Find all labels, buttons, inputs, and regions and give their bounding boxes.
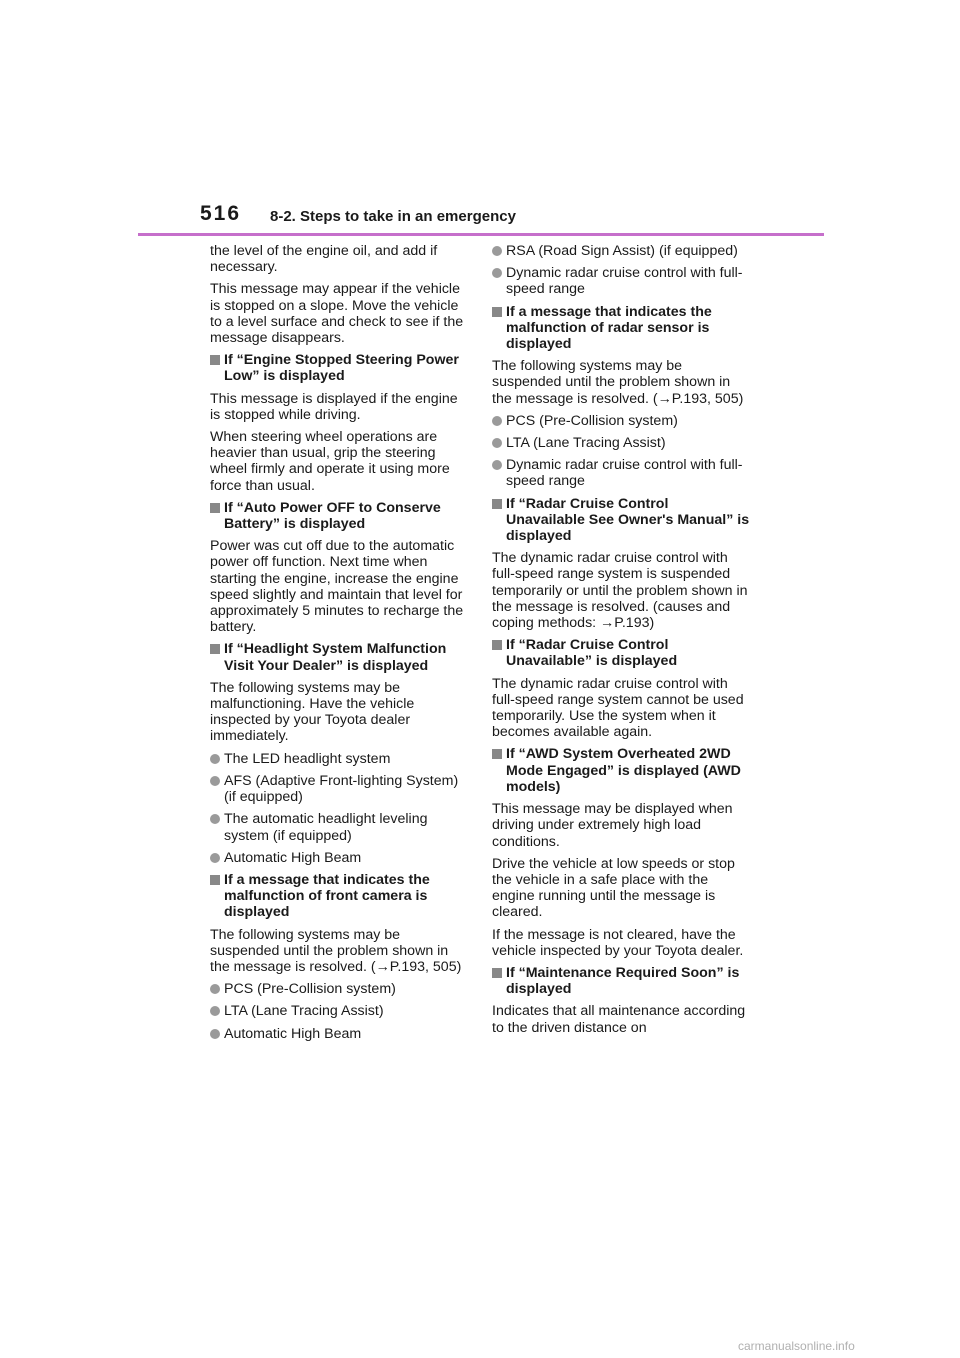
subheading-text: If “Engine Stopped Steering Power Low” is displayed (224, 352, 459, 385)
square-bullet-icon (210, 644, 220, 654)
bullet-item (492, 265, 750, 297)
bullet-item (492, 413, 750, 429)
paragraph (492, 1003, 750, 1035)
subheading-text: If “Auto Power OFF to Conserve Battery” is displayed (224, 499, 441, 533)
paragraph (492, 927, 750, 959)
square-bullet-icon (210, 503, 220, 513)
bullet-text: LTA (Lane Tracing Assist) (506, 435, 666, 452)
bullet-item (210, 1003, 468, 1019)
paragraph-text: This message is displayed if the engine is stopped while driving. (210, 390, 458, 423)
bullet-item (210, 811, 468, 843)
bullet-text: PCS (Pre-Collision system) (224, 981, 396, 998)
bullet-text: Dynamic radar cruise control with full-speed range (506, 265, 743, 298)
bullet-text: Dynamic radar cruise control with full-speed range (506, 457, 743, 490)
header-rule (138, 233, 824, 236)
paragraph-text: the level of the engine oil, and add if necessary. (210, 243, 438, 276)
subheading (210, 641, 468, 673)
paragraph-text: Power was cut off due to the automatic power off function. Next time when starting the engine, increase the engine speed slightly and maintain that level for approximately 5 minutes to recharge the battery. (210, 538, 464, 636)
bullet-text: PCS (Pre-Collision system) (506, 412, 678, 429)
subheading-text: If “Radar Cruise Control Unavailable See Owner's Manual” is displayed (506, 495, 750, 545)
bullet-text: Automatic High Beam (224, 849, 362, 866)
circle-bullet-icon (210, 1029, 220, 1039)
square-bullet-icon (492, 968, 502, 978)
circle-bullet-icon (210, 776, 220, 786)
left-column (210, 243, 468, 1048)
paragraph (210, 391, 468, 423)
bullet-text: The automatic headlight leveling system (if equipped) (224, 811, 428, 844)
bullet-item (210, 981, 468, 997)
subheading (210, 500, 468, 532)
paragraph (492, 676, 750, 741)
paragraph-text: If the message is not cleared, have the vehicle inspected by your Toyota dealer. (492, 926, 744, 959)
paragraph (492, 856, 750, 921)
circle-bullet-icon (210, 754, 220, 764)
watermark: carmanualsonline.info (738, 1339, 855, 1353)
bullet-text: AFS (Adaptive Front-lighting System) (if equipped) (224, 772, 459, 806)
subheading (210, 872, 468, 921)
paragraph-text: The following systems may be suspended until the problem shown in the message is resolved. (→P.193, 505) (210, 926, 462, 975)
bullet-item (492, 243, 750, 259)
paragraph (210, 281, 468, 346)
square-bullet-icon (492, 749, 502, 759)
bullet-text: LTA (Lane Tracing Assist) (224, 1003, 384, 1020)
paragraph-text: Drive the vehicle at low speeds or stop the vehicle in a safe place with the engine running until the message is cleared. (492, 855, 735, 921)
paragraph (210, 429, 468, 494)
bullet-item (210, 1026, 468, 1042)
paragraph-text: Indicates that all maintenance according to the driven distance on (492, 1003, 746, 1036)
subheading (492, 965, 750, 997)
paragraph-text: When steering wheel operations are heavier than usual, grip the steering wheel firmly and operate it using more force than usual. (210, 429, 450, 494)
circle-bullet-icon (210, 984, 220, 994)
paragraph-text: The following systems may be suspended until the problem shown in the message is resolved. (→P.193, 505) (492, 358, 744, 407)
circle-bullet-icon (492, 246, 502, 256)
circle-bullet-icon (492, 438, 502, 448)
subheading-text: If “Maintenance Required Soon” is displayed (506, 964, 740, 998)
paragraph (492, 801, 750, 850)
paragraph (210, 538, 468, 635)
paragraph-text: The dynamic radar cruise control with full-speed range system cannot be used temporarily. Use the system when it becomes available again. (492, 675, 744, 741)
paragraph (210, 243, 468, 275)
square-bullet-icon (210, 355, 220, 365)
paragraph-text: The dynamic radar cruise control with full-speed range system is suspended temporarily or until the problem shown in the message is resolved. (causes and coping methods: →P.193) (492, 550, 748, 632)
subheading-text: If a message that indicates the malfunction of radar sensor is displayed (506, 303, 712, 353)
square-bullet-icon (492, 640, 502, 650)
bullet-item (492, 435, 750, 451)
subheading (492, 637, 750, 669)
circle-bullet-icon (492, 268, 502, 278)
page-number: 516 (200, 202, 242, 225)
page-header (196, 202, 824, 234)
subheading-text: If “Radar Cruise Control Unavailable” is displayed (506, 637, 678, 670)
subheading (210, 352, 468, 384)
subheading (492, 746, 750, 795)
bullet-text: RSA (Road Sign Assist) (if equipped) (506, 243, 738, 259)
circle-bullet-icon (210, 1006, 220, 1016)
square-bullet-icon (210, 875, 220, 885)
paragraph (492, 358, 750, 407)
paragraph (492, 550, 750, 631)
circle-bullet-icon (492, 416, 502, 426)
subheading (492, 496, 750, 545)
bullet-item (210, 751, 468, 767)
section-title: 8-2. Steps to take in an emergency (270, 208, 516, 225)
paragraph-text: The following systems may be malfunctioning. Have the vehicle inspected by your Toyota dealer immediately. (210, 679, 415, 745)
square-bullet-icon (492, 499, 502, 509)
bullet-text: Automatic High Beam (224, 1025, 362, 1042)
square-bullet-icon (492, 307, 502, 317)
paragraph-text: This message may be displayed when driving under extremely high load conditions. (492, 801, 733, 850)
subheading-text: If a message that indicates the malfunction of front camera is displayed (224, 871, 430, 921)
bullet-item (492, 457, 750, 489)
paragraph (210, 680, 468, 745)
bullet-item (210, 773, 468, 805)
circle-bullet-icon (492, 460, 502, 470)
right-column (492, 243, 750, 1042)
circle-bullet-icon (210, 853, 220, 863)
bullet-item (210, 850, 468, 866)
circle-bullet-icon (210, 814, 220, 824)
subheading-text: If “Headlight System Malfunction Visit Your Dealer” is displayed (224, 641, 447, 674)
paragraph-text: This message may appear if the vehicle is stopped on a slope. Move the vehicle to a level surface and check to see if the message disappears. (210, 281, 464, 347)
subheading (492, 304, 750, 353)
subheading-text: If “AWD System Overheated 2WD Mode Engaged” is displayed (AWD models) (506, 746, 741, 795)
bullet-text: The LED headlight system (224, 750, 391, 767)
paragraph (210, 927, 468, 976)
